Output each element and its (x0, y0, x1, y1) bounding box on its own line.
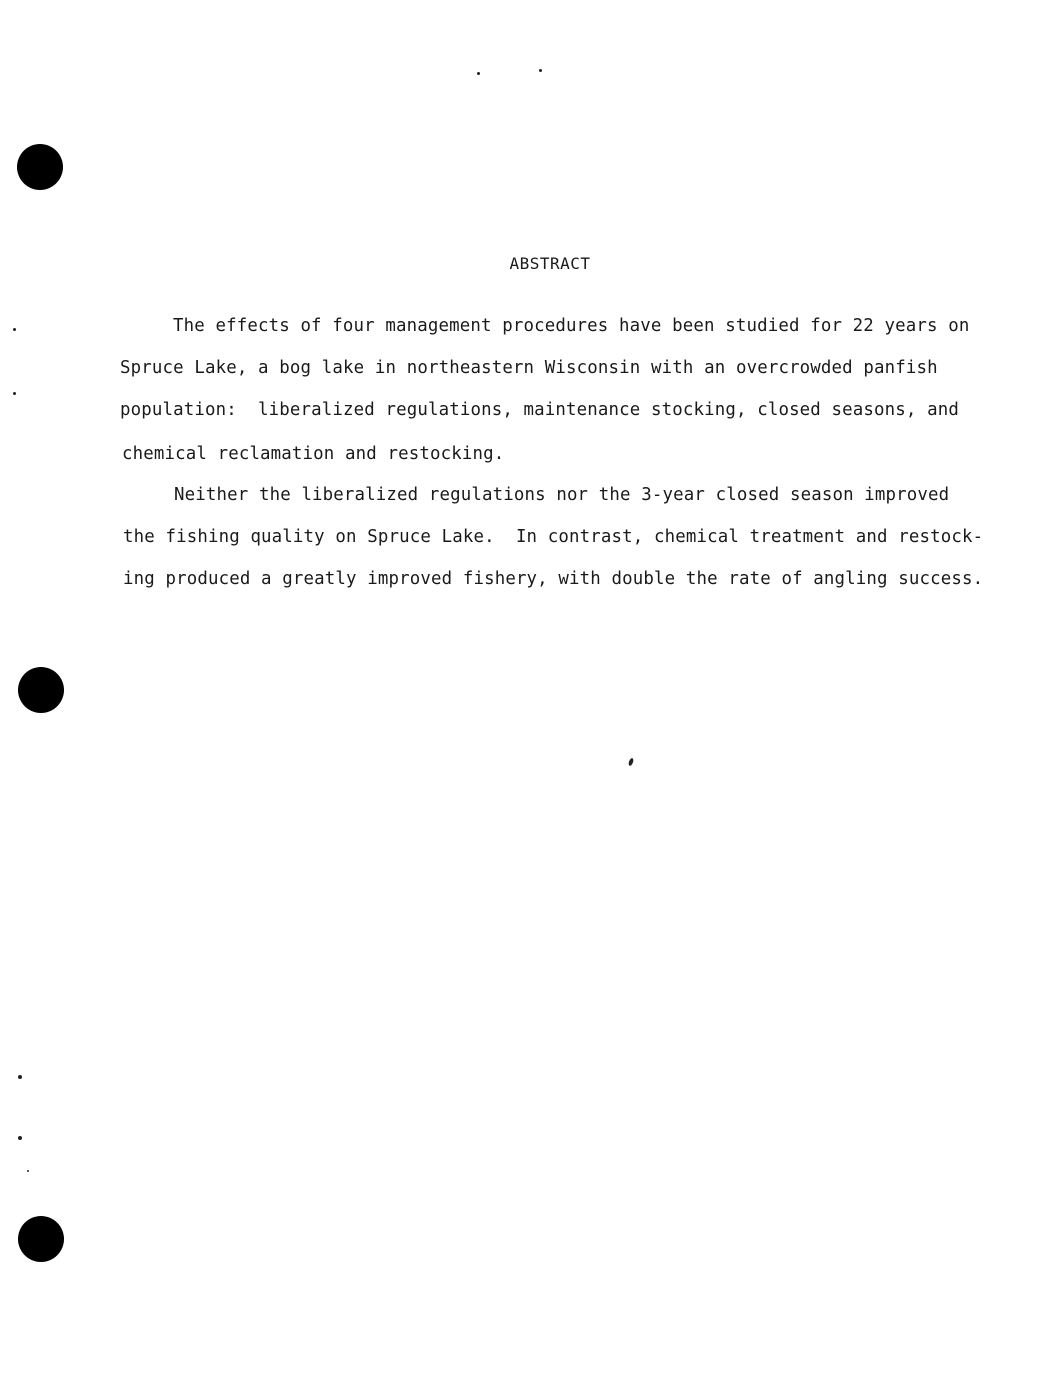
paragraph-1-line-2: Spruce Lake, a bog lake in northeastern Wisconsin with an overcrowded panfish (120, 358, 938, 378)
paragraph-2-line-3: ing produced a greatly improved fishery, with double the rate of angling success. (123, 569, 984, 589)
scan-speck (539, 69, 542, 72)
punch-hole-bottom (18, 1216, 64, 1262)
scan-speck (27, 1170, 29, 1172)
scan-speck (18, 1075, 22, 1079)
paragraph-1-line-1: The effects of four management procedures have been studied for 22 years on (173, 316, 970, 336)
scan-speck (13, 328, 16, 331)
paragraph-2-line-2: the fishing quality on Spruce Lake. In contrast, chemical treatment and restock- (123, 527, 984, 547)
paragraph-1-line-4: chemical reclamation and restocking. (122, 444, 505, 464)
paragraph-1-line-3: population: liberalized regulations, maintenance stocking, closed seasons, and (120, 400, 959, 420)
scan-speck (477, 72, 480, 75)
punch-hole-middle (18, 667, 64, 713)
scan-speck (13, 392, 16, 395)
scan-speck (628, 758, 634, 767)
punch-hole-top (17, 144, 63, 190)
paragraph-2-line-1: Neither the liberalized regulations nor the 3-year closed season improved (174, 485, 950, 505)
abstract-heading: ABSTRACT (509, 254, 591, 273)
scan-speck (18, 1136, 22, 1140)
